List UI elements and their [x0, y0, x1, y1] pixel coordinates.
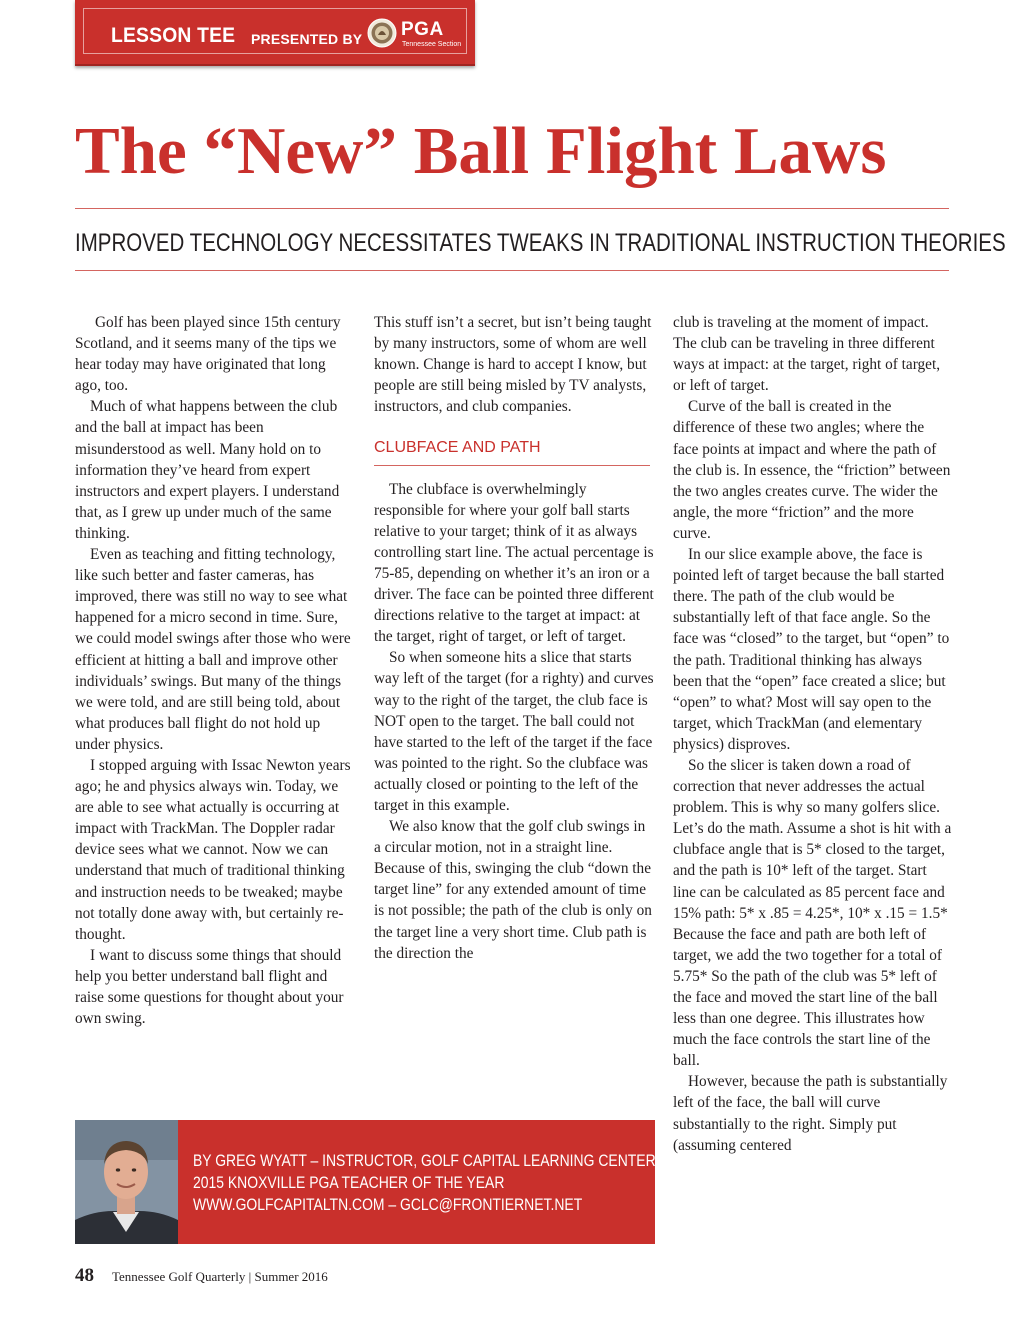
paragraph: Curve of the ball is created in the difference of these two angles; where the face points at impact and where the path of the club is. In essence, the “friction” between the two angles creates curve. The wider the angle, the more “friction” and the more curve.	[673, 398, 951, 542]
paragraph: However, because the path is substantially left of the face, the ball will curve substantially to the right. Simply put (assuming centered	[673, 1073, 948, 1154]
pga-wordmark: PGA	[401, 19, 444, 40]
byline-author: BY GREG WYATT – INSTRUCTOR, GOLF CAPITAL LEARNING CENTER	[193, 1151, 656, 1170]
paragraph: This stuff isn’t a secret, but isn’t being taught by many instructors, some of whom are well known. Change is hard to accept I know, but people are still being misled by TV analysts, instructors, and club companies.	[374, 314, 652, 416]
paragraph: Even as teaching and fitting technology, like such better and faster cameras, has improved, there was still no way to see what happened for a micro second in time. Sure, we could model swings after those who were efficient at hitting a ball and improve other individuals’ swings. But many of the things we were told, and are still being told, about what produces ball flight do not hold up under physics.	[75, 546, 351, 753]
banner-presented-label: PRESENTED BY	[251, 31, 363, 47]
byline-contact: WWW.GOLFCAPITALTN.COM – GCLC@FRONTIERNET.NET	[193, 1195, 583, 1214]
page-number: 48	[75, 1265, 94, 1286]
paragraph: So the slicer is taken down a road of correction that never addresses the actual problem. This is why so many golfers slice. Let’s do the math. Assume a shot is hit with a clubface angle that is 5* closed to the target, and the path is 10* left of the target. Start line can be calculated as 85 percent face and 15% path: 5* x .85 = 4.25*, 10* x .15 = 1.5* Because the face and path are both left of target, we add the two together for a total of 5.75* So the path of the club was 5* left of the face and moved the start line of the ball less than one degree. This illustrates how much the face controls the start line of the ball.	[673, 756, 952, 1070]
author-byline-box	[75, 1120, 655, 1244]
article-column-2	[374, 312, 654, 964]
byline-award: 2015 KNOXVILLE PGA TEACHER OF THE YEAR	[193, 1173, 505, 1192]
title-rule-bottom	[75, 270, 949, 271]
paragraph: Golf has been played since 15th century Scotland, and it seems many of the tips we hear today may have originated that long ago, too.	[75, 314, 341, 395]
author-photo	[75, 1120, 178, 1244]
article-title: The “New” Ball Flight Laws	[75, 114, 887, 188]
banner-lesson-label: LESSON TEE	[111, 24, 236, 47]
paragraph: We also know that the golf club swings in a circular motion, not in a straight line. Because of this, swinging the club “down the target line” for any extended amount of time is not possible; the path of the club is only on the target line a very short time. Club path is the direction the	[374, 818, 652, 962]
article-column-3	[673, 312, 953, 1156]
lesson-tee-banner	[75, 0, 475, 66]
pga-section-label: Tennessee Section	[402, 41, 462, 48]
publication-credit: Tennessee Golf Quarterly | Summer 2016	[112, 1269, 328, 1284]
paragraph: Much of what happens between the club and the ball at impact has been misunderstood as well. Many hold on to information they’ve heard from expert instructors and expert players. I understand that, as I grew up under much of the same thinking.	[75, 398, 340, 542]
article-subtitle: IMPROVED TECHNOLOGY NECESSITATES TWEAKS IN TRADITIONAL INSTRUCTION THEORIES	[75, 229, 1006, 257]
article-column-1	[75, 312, 355, 1029]
title-rule-top	[75, 208, 949, 209]
paragraph: I want to discuss some things that should help you better understand ball flight and raise some questions for thought about your own swing.	[75, 946, 344, 1028]
author-portrait-icon	[75, 1120, 178, 1244]
paragraph: I stopped arguing with Issac Newton years ago; he and physics always win. Today, we are able to see what actually is occurring at impact with TrackMan. The Doppler radar device sees what we cannot. Now we can understand that much of traditional thinking and instruction needs to be tweaked; maybe not totally done away with, but certainly re-thought.	[75, 756, 351, 943]
paragraph: So when someone hits a slice that starts way left of the target (for a righty) and curves way to the right of the target, the club face is NOT open to the target. The ball could not have started to the left of the target if the face was pointed to the right. So the clubface was actually closed or pointing to the left of the target in this example.	[374, 649, 654, 814]
section-heading: CLUBFACE AND PATH	[374, 437, 650, 465]
byline-text	[193, 1150, 656, 1216]
paragraph: In our slice example above, the face is pointed left of target because the ball started there. The path of the club would be substantially left of that face angle. So the face was “closed” to the target, but “open” to the path. Traditional thinking has always been that the “open” face created a slice; but “open” to what? Most will say open to the target, which TrackMan (and elementary physics) disproves.	[673, 546, 950, 753]
paragraph: The clubface is overwhelmingly responsible for where your golf ball starts relative to your target; think of it as always controlling start line. The actual percentage is 75-85, depending on whether it’s an iron or a driver. The face can be pointed three different directions relative to the target at impact: at the target, right of target, or left of target.	[374, 480, 654, 646]
pga-seal-icon	[367, 18, 397, 48]
page-footer	[75, 1265, 328, 1287]
paragraph: club is traveling at the moment of impact. The club can be traveling in three different ways at impact: at the target, right of target, or left of target.	[673, 314, 941, 395]
